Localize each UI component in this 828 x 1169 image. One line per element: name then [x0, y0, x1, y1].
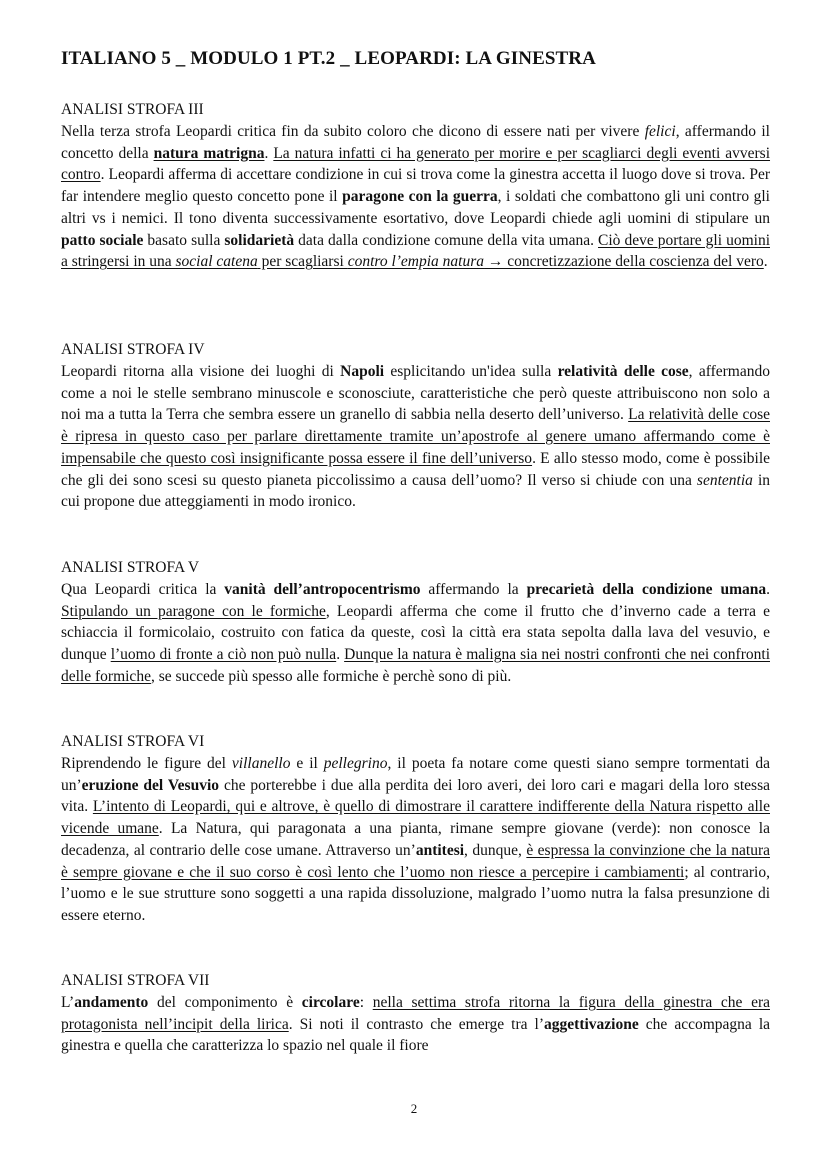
- text-run: felici: [644, 123, 676, 140]
- section-body: Leopardi ritorna alla visione dei luoghi di Napoli esplicitando un'idea sulla relatività delle cose, affermando come a noi le stelle sembrano minuscole e sconosciute, caratteristiche che però queste attribuiscono non solo a noi ma a tutta la Terra che sembra essere un granello di sabbia nella deserto dell’universo. La relatività delle cose è ripresa in questo caso per parlare direttamente tramite un’apostrofe al genere umano affermando come è impensabile che questo così insignificante possa essere il fine dell’universo. E allo stesso modo, come è possibile che gli dei sono scesi su questo pianeta piccolissimo a causa dell’uomo? Il verso si chiude con una sententia in cui propone due atteggiamenti in modo ironico.: [61, 363, 771, 511]
- text-run: Ciò deve portare gli uomini a stringersi in una: [61, 231, 770, 271]
- text-run: precarietà della condizione umana: [526, 581, 767, 598]
- page-number: 2: [410, 1101, 418, 1116]
- text-run: l’uomo di fronte a ciò non può nulla: [110, 646, 337, 664]
- text-run: Napoli: [340, 363, 385, 380]
- text-run: Stipulando un paragone con le formiche: [61, 602, 326, 620]
- text-run: → concretizzazione della coscienza del vero: [484, 253, 764, 271]
- section-strofa-vi: [61, 731, 770, 927]
- text-run: solidarietà: [224, 231, 295, 249]
- text-run: pellegrino: [323, 755, 388, 772]
- section-strofa-v: [61, 557, 770, 688]
- text-run: nella settima strofa ritorna la figura della ginestra che era protagonista nell’incipit della lirica: [61, 994, 770, 1033]
- text-run: eruzione del Vesuvio: [81, 776, 220, 794]
- section-heading: ANALISI STROFA III: [61, 101, 204, 118]
- text-run: contro l’empia natura: [347, 253, 485, 271]
- section-heading: ANALISI STROFA IV: [61, 341, 205, 358]
- text-run: Dunque la natura è maligna sia nei nostri confronti che nei confronti delle formiche: [61, 646, 770, 685]
- text-run: vanità dell’antropocentrismo: [224, 581, 421, 598]
- section-heading: ANALISI STROFA VII: [61, 972, 210, 989]
- text-run: natura matrigna: [153, 144, 265, 162]
- text-run: villanello: [231, 755, 291, 772]
- text-run: social catena: [175, 253, 258, 271]
- text-run: paragone con la guerra: [342, 188, 498, 206]
- section-body: Qua Leopardi critica la vanità dell’antropocentrismo affermando la precarietà della condizione umana. Stipulando un paragone con le formiche, Leopardi afferma che come il frutto che d’inverno cade a terra e schiaccia il formicolaio, costruito con fatica da queste, così la città era stata sepolta dalla lava del vesuvio, e dunque l’uomo di fronte a ciò non può nulla. Dunque la natura è maligna sia nei nostri confronti che nei confronti delle formiche, se succede più spesso alle formiche è perchè sono di più.: [61, 581, 770, 685]
- page-title: ITALIANO 5 _ MODULO 1 PT.2 _ LEOPARDI: LA GINESTRA: [61, 48, 596, 69]
- text-run: sententia: [696, 471, 753, 489]
- section-heading: ANALISI STROFA V: [61, 559, 200, 576]
- text-run: aggettivazione: [544, 1015, 639, 1033]
- section-heading: ANALISI STROFA VI: [61, 733, 205, 750]
- text-run: La relatività delle cose è ripresa in questo caso per parlare direttamente tramite un’apostrofe al genere umano affermando come è impensabile che questo così insignificante possa essere il fine dell’universo: [61, 406, 770, 467]
- text-run: antitesi: [415, 841, 465, 859]
- text-run: circolare: [301, 994, 360, 1011]
- section-body: Nella terza strofa Leopardi critica fin da subito coloro che dicono di essere nati per vivere felici, affermando il concetto della natura matrigna. La natura infatti ci ha generato per morire e per scagliarci degli eventi avversi contro. Leopardi afferma di accettare condizione in cui si trova come la ginestra accetta il luogo dove si trova. Per far intendere meglio questo concetto pone il paragone con la guerra, i soldati che combattono gli uni contro gli altri vs i nemici. Il tono diventa successivamente esortativo, dove Leopardi chiede agli uomini di stipulare un patto sociale basato sulla solidarietà data dalla condizione comune della vita umana. Ciò deve portare gli uomini a stringersi in una social catena per scagliarsi contro l’empia natura → concretizzazione della coscienza del vero.: [61, 123, 771, 271]
- section-strofa-iv: [61, 339, 770, 513]
- section-body: L’andamento del componimento è circolare: nella settima strofa ritorna la figura della ginestra che era protagonista nell’incipit della lirica. Si noti il contrasto che emerge tra l’aggettivazione che accompagna la ginestra e quella che caratterizza lo spazio nel quale il fiore: [61, 994, 771, 1055]
- text-run: L’intento di Leopardi, qui e altrove, è quello di dimostrare il carattere indifferente della Natura rispetto alle vicende umane: [61, 798, 770, 838]
- text-run: relatività delle cose: [557, 363, 689, 380]
- section-body: Riprendendo le figure del villanello e il pellegrino, il poeta fa notare come questi siano sempre tormentati da un’eruzione del Vesuvio che porterebbe i due alla perdita dei loro averi, dei loro cari e magari della loro stessa vita. L’intento di Leopardi, qui e altrove, è quello di dimostrare il carattere indifferente della Natura rispetto alle vicende umane. La Natura, qui paragonata a una pianta, rimane sempre giovane (verde): non conosce la decadenza, al contrario delle cose umane. Attraverso un’antitesi, dunque, è espressa la convinzione che la natura è sempre giovane e che il suo corso è così lento che l’uomo non riesce a percepire i cambiamenti; al contrario, l’uomo e le sue strutture sono soggetti a una rapida dissoluzione, malgrado l’uomo nutra la falsa presunzione di essere eterno.: [61, 755, 770, 924]
- text-run: è espressa la convinzione che la natura è sempre giovane e che il suo corso è così lento che l’uomo non riesce a percepire i cambiamenti: [61, 841, 770, 881]
- text-run: andamento: [74, 994, 149, 1011]
- section-strofa-vii: [61, 970, 770, 1057]
- text-run: La natura infatti ci ha generato per morire e per scagliarci degli eventi avversi contro: [61, 144, 771, 184]
- text-run: per scagliarsi: [257, 253, 348, 271]
- text-run: patto sociale: [61, 231, 144, 249]
- section-strofa-iii: [61, 99, 770, 273]
